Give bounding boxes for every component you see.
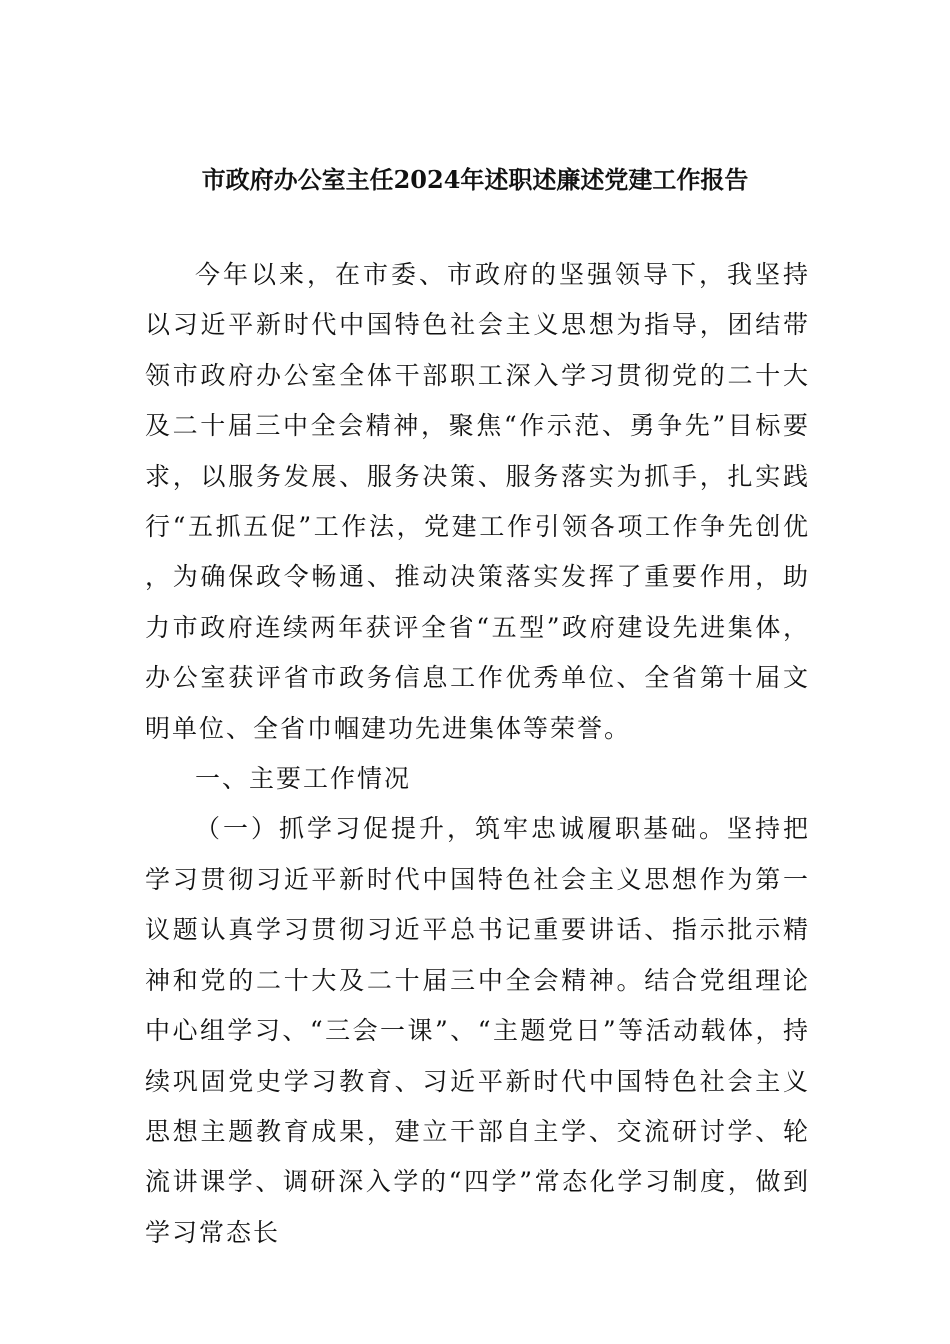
- document-body: [145, 250, 810, 1258]
- document-title: 市政府办公室主任2024年述职述廉述党建工作报告: [201, 165, 749, 194]
- section-heading: 一、主要工作情况: [195, 764, 412, 794]
- intro-paragraph: 今年以来，在市委、市政府的坚强领导下，我坚持以习近平新时代中国特色社会主义思想为指导，团结带领市政府办公室全体干部职工深入学习贯彻党的二十大及二十届三中全会精神，聚焦“作示范、勇争先”目标要求，以服务发展、服务决策、服务落实为抓手，扎实践行“五抓五促”工作法，党建工作引领各项工作争先创优，为确保政令畅通、推动决策落实发挥了重要作用，助力市政府连续两年获评全省“五型”政府建设先进集体，办公室获评省市政务信息工作优秀单位、全省第十届文明单位、全省巾帼建功先进集体等荣誉。: [145, 260, 810, 743]
- subsection-paragraph: （一）抓学习促提升，筑牢忠诚履职基础。坚持把学习贯彻习近平新时代中国特色社会主义思想作为第一议题认真学习贯彻习近平总书记重要讲话、指示批示精神和党的二十大及二十届三中全会精神。结合党组理论中心组学习、“三会一课”、“主题党日”等活动载体，持续巩固党史学习教育、习近平新时代中国特色社会主义思想主题教育成果，建立干部自主学、交流研讨学、轮流讲课学、调研深入学的“四学”常态化学习制度，做到学习常态长: [145, 814, 810, 1247]
